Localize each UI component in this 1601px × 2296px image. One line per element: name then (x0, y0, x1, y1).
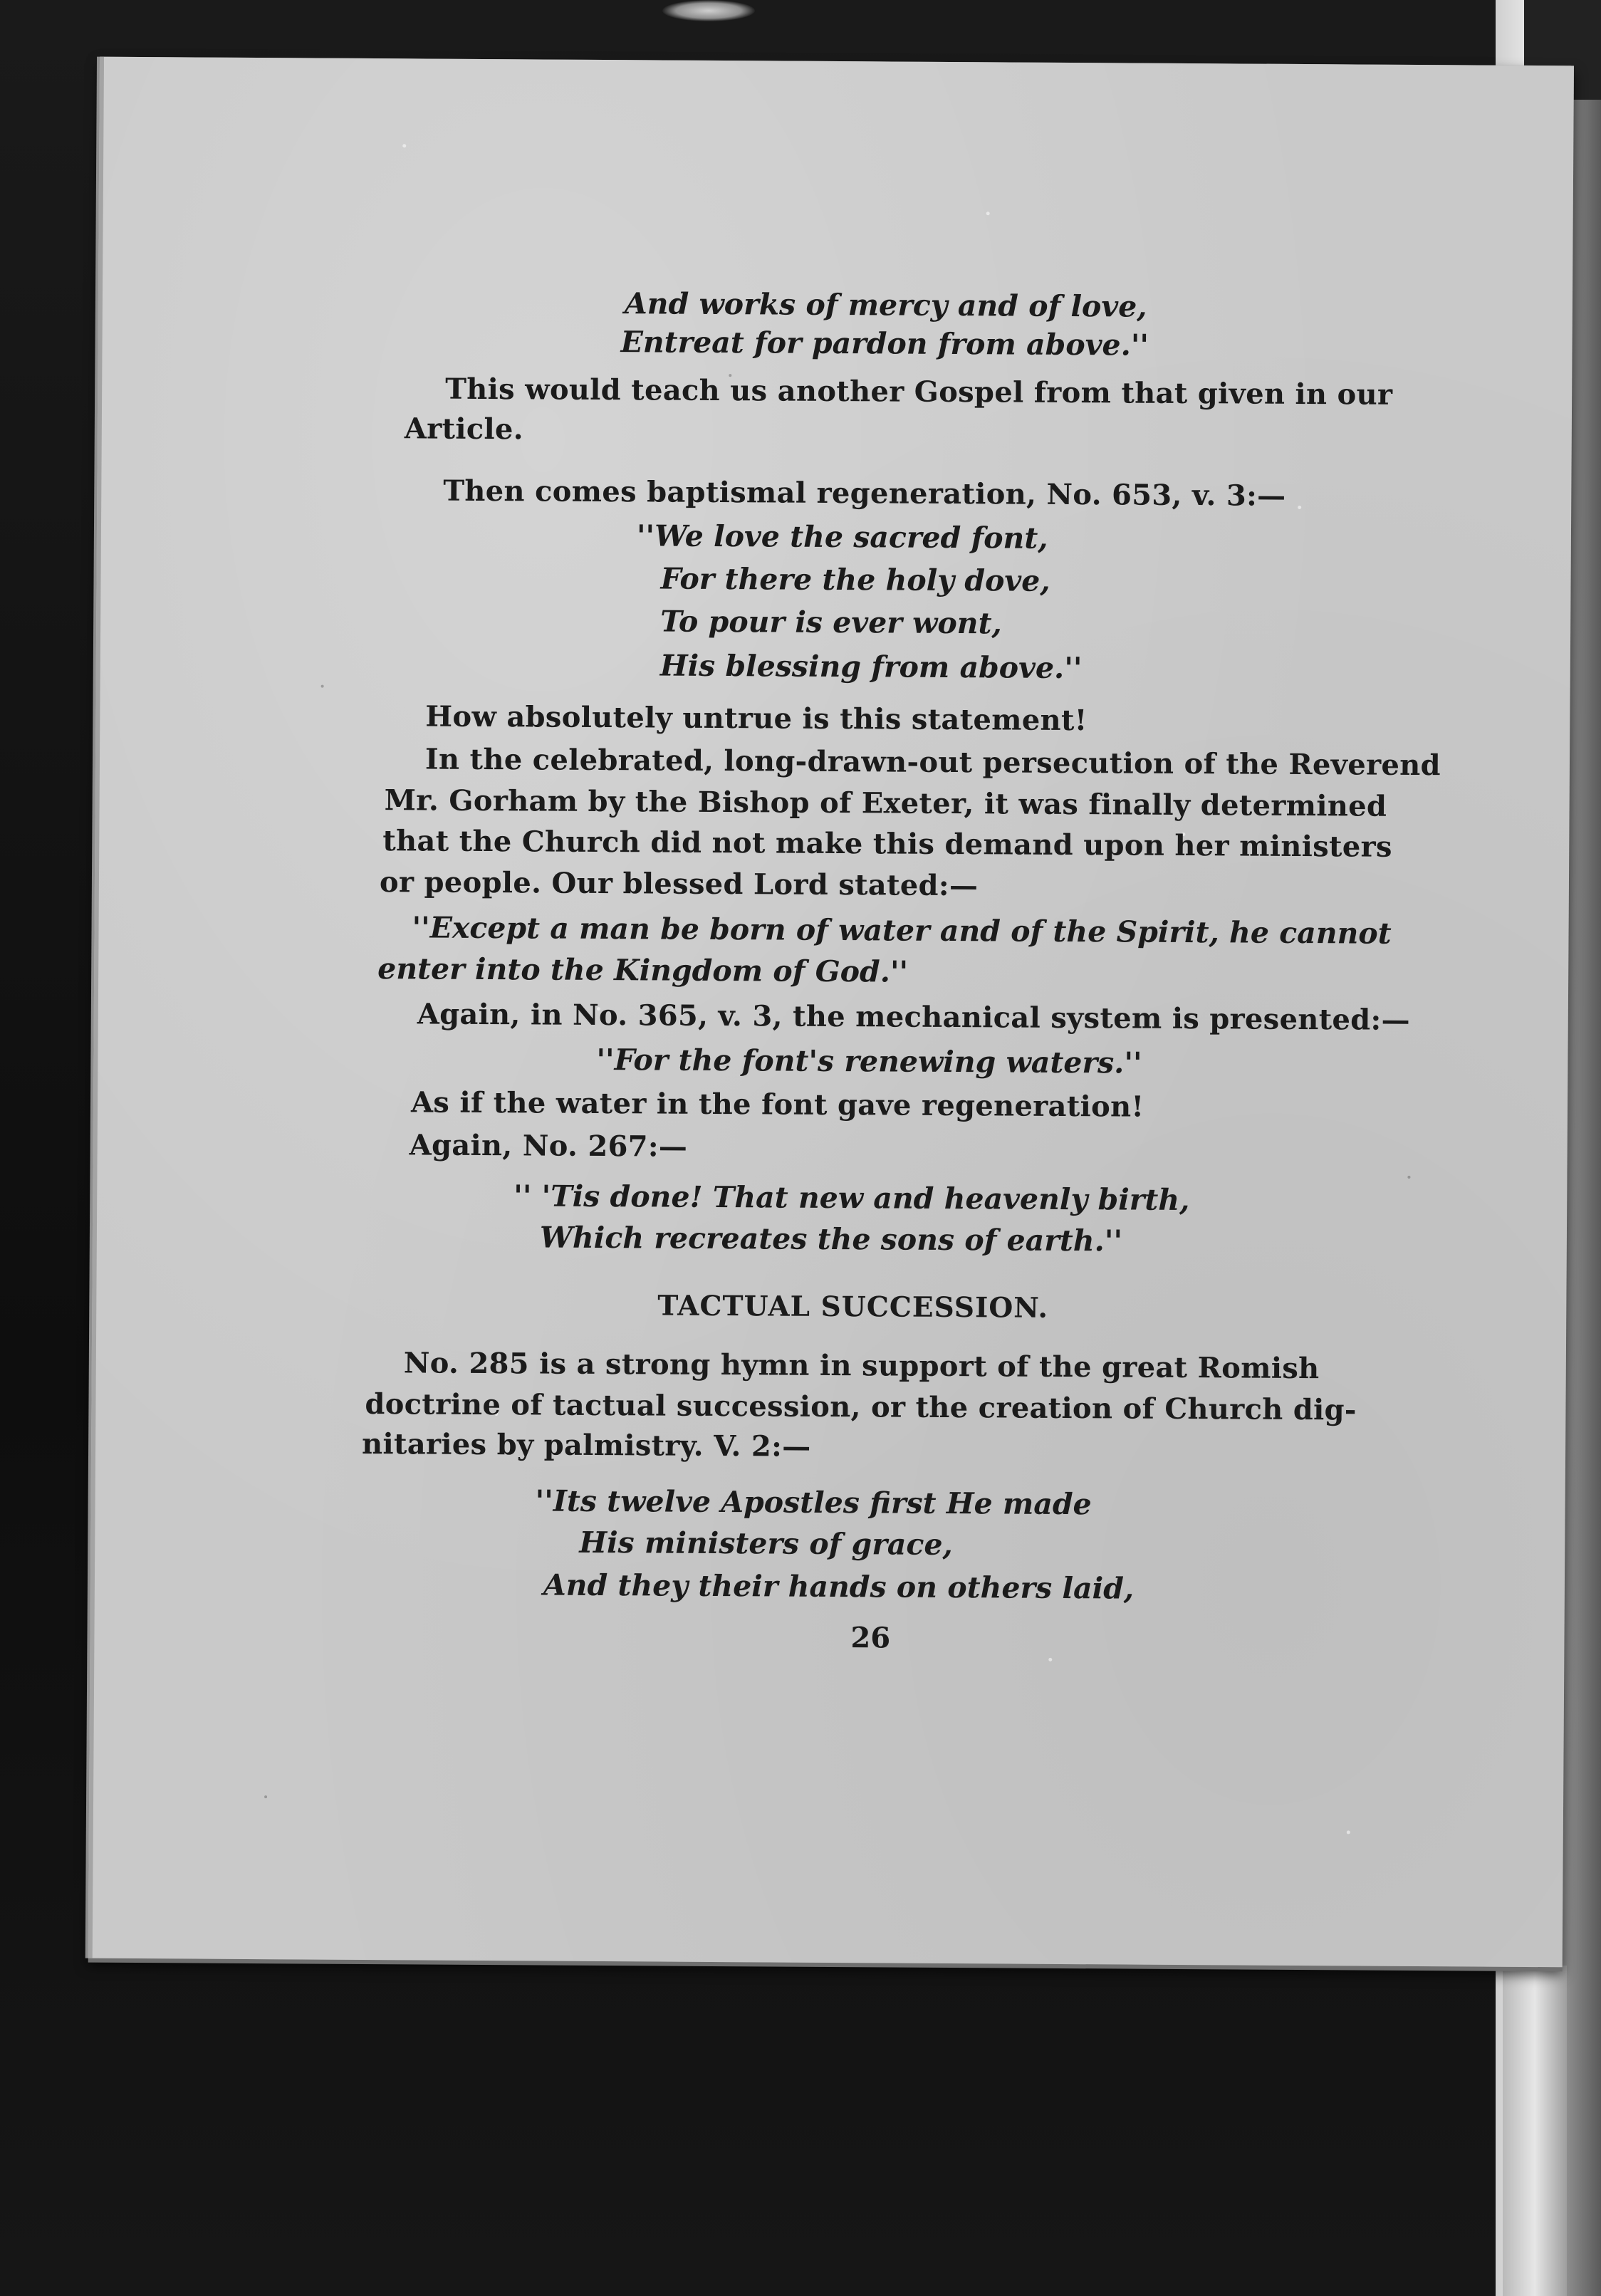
paper-fleck (321, 685, 324, 688)
verse-line: ''We love the sacred font, (636, 518, 1048, 555)
body-line: Article. (404, 412, 524, 447)
body-line: Then comes baptismal regeneration, No. 653, v. 3:— (443, 474, 1286, 513)
body-line: Again, in No. 365, v. 3, the mechanical system is presented:— (417, 997, 1411, 1037)
paper-fleck (1407, 1176, 1410, 1179)
body-line: How absolutely untrue is this statement! (425, 699, 1088, 738)
verse-line: His ministers of grace, (579, 1525, 953, 1562)
body-line: nitaries by palmistry. V. 2:— (361, 1426, 811, 1463)
body-line: doctrine of tactual succession, or the creation of Church dig- (365, 1387, 1357, 1427)
verse-line: His blessing from above.'' (659, 648, 1083, 686)
quote-line: enter into the Kingdom of God.'' (377, 951, 909, 989)
paper-fleck (1048, 1658, 1052, 1661)
verse-line: To pour is ever wont, (660, 604, 1002, 641)
body-line: In the celebrated, long-drawn-out persecution of the Reverend (424, 742, 1441, 783)
paper-fleck (264, 1795, 267, 1798)
body-line: Again, No. 267:— (409, 1128, 688, 1164)
book-spine-strip (1503, 1966, 1567, 2296)
verse-line: Which recreates the sons of earth.'' (539, 1220, 1123, 1258)
body-line: or people. Our blessed Lord stated:— (379, 865, 979, 903)
paper-fleck (1298, 506, 1301, 509)
verse-line: For there the holy dove, (660, 561, 1050, 598)
body-line: As if the water in the font gave regeneration! (410, 1085, 1144, 1124)
paper-fleck (402, 144, 406, 147)
page-number: 26 (850, 1621, 891, 1655)
body-line: that the Church did not make this demand upon her ministers (382, 824, 1392, 864)
body-line: No. 285 is a strong hymn in support of the great Romish (403, 1346, 1320, 1386)
body-line: This would teach us another Gospel from that given in our (445, 372, 1393, 412)
paper-fleck (1347, 1830, 1350, 1834)
body-line: Mr. Gorham by the Bishop of Exeter, it was finally determined (384, 783, 1387, 823)
section-heading: TACTUAL SUCCESSION. (657, 1289, 1049, 1325)
scan-artifact (662, 0, 755, 21)
verse-line: '' 'Tis done! That new and heavenly birth, (513, 1179, 1190, 1218)
verse-line: And they their hands on others laid, (543, 1567, 1135, 1606)
book-page (88, 57, 1574, 1968)
quote-line: ''Except a man be born of water and of the Spirit, he cannot (412, 910, 1392, 951)
verse-line: Entreat for pardon from above.'' (620, 325, 1149, 362)
verse-line: And works of mercy and of love, (624, 286, 1147, 324)
paper-fleck (986, 212, 990, 215)
verse-line: ''Its twelve Apostles first He made (535, 1483, 1092, 1522)
verse-line: ''For the font's renewing waters.'' (596, 1042, 1142, 1080)
